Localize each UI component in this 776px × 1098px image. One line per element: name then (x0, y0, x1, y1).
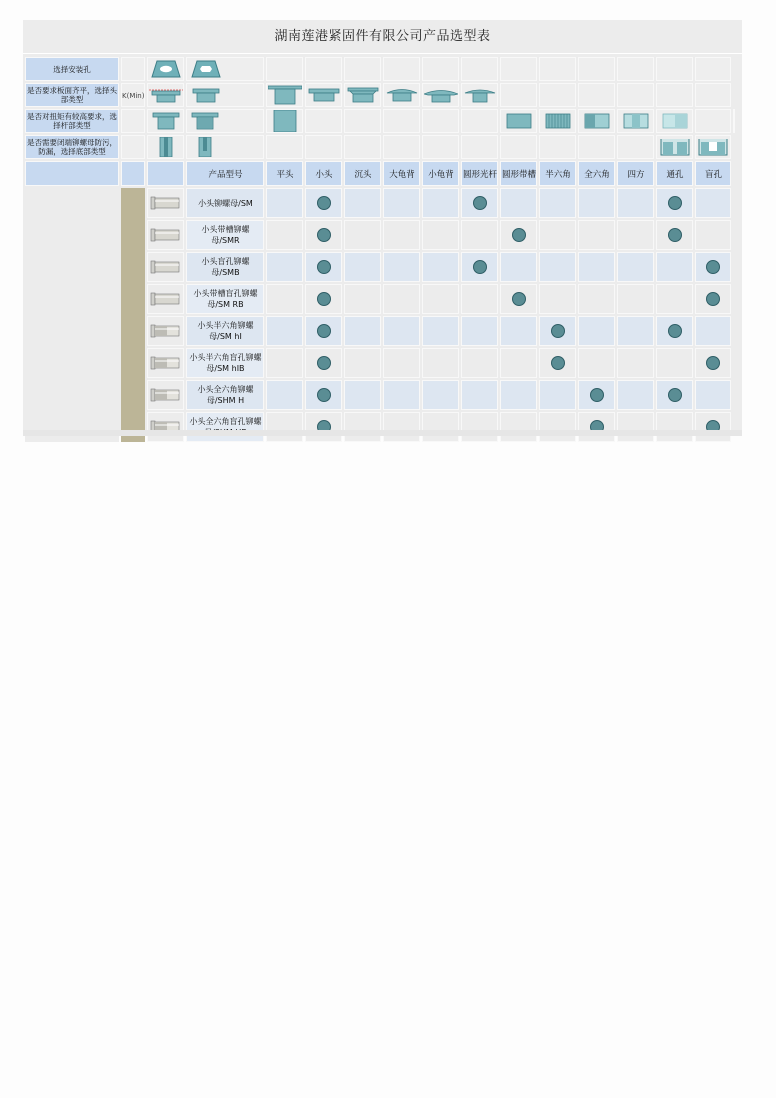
mark-cell (695, 252, 731, 282)
mark-cell (695, 316, 731, 346)
mark-cell (266, 412, 303, 442)
mark-cell (266, 348, 303, 378)
mark-cell (305, 348, 342, 378)
selected-dot-icon (668, 228, 682, 242)
flush-head-icon (147, 83, 184, 107)
product-rows (25, 188, 735, 442)
footer-strip (23, 430, 742, 436)
product-image (147, 412, 184, 442)
countersunk-head-icon (344, 83, 381, 107)
mark-cell (500, 284, 537, 314)
selected-dot-icon (317, 388, 331, 402)
mark-cell (422, 348, 459, 378)
hole-icon-b (186, 57, 264, 81)
product-name: 小头半六角铆螺母/SM hI (186, 316, 264, 346)
mark-cell (500, 252, 537, 282)
mark-cell (500, 188, 537, 218)
selected-dot-icon (590, 388, 604, 402)
mark-cell (266, 252, 303, 282)
mark-cell (383, 348, 420, 378)
selected-dot-icon (668, 196, 682, 210)
mark-cell (305, 188, 342, 218)
small-dome-icon (461, 83, 498, 107)
mark-cell (461, 284, 498, 314)
mark-cell (500, 316, 537, 346)
mark-cell (305, 284, 342, 314)
mark-cell (695, 380, 731, 410)
selected-dot-icon (551, 324, 565, 338)
open-end-icon (147, 135, 184, 159)
mark-cell (305, 220, 342, 250)
mark-cell (383, 220, 420, 250)
mark-cell (422, 316, 459, 346)
mark-cell (266, 188, 303, 218)
selected-dot-icon (317, 196, 331, 210)
mark-cell (578, 380, 615, 410)
mark-cell (344, 412, 381, 442)
row-label-bottom-type: 是否需要闭端铆螺母防污，防漏，选择底部类型 (25, 135, 119, 159)
mark-cell (344, 252, 381, 282)
mark-cell (461, 252, 498, 282)
product-name: 小头全六角铆螺母/SHM H (186, 380, 264, 410)
mark-cell (656, 380, 693, 410)
mark-cell (422, 412, 459, 442)
mark-cell (539, 412, 576, 442)
mark-cell (617, 380, 654, 410)
large-dome-icon (422, 83, 459, 107)
round-plain-shank-icon (500, 109, 537, 133)
selected-dot-icon (317, 292, 331, 306)
mark-cell (344, 188, 381, 218)
mark-cell (539, 284, 576, 314)
mark-cell (578, 252, 615, 282)
mark-cell (539, 316, 576, 346)
mark-cell (617, 220, 654, 250)
mark-cell (422, 220, 459, 250)
product-image (147, 188, 184, 218)
mark-cell (266, 316, 303, 346)
mark-cell (422, 380, 459, 410)
small-head-col-icon (305, 83, 342, 107)
closed-end-icon (186, 135, 264, 159)
mark-cell (578, 316, 615, 346)
product-name: 小头带槽铆螺母/SMR (186, 220, 264, 250)
product-name: 小头铆螺母/SM (186, 188, 264, 218)
mark-cell (539, 348, 576, 378)
col-header: 圆形光杆 (461, 161, 498, 186)
mark-cell (656, 284, 693, 314)
product-image (147, 252, 184, 282)
col-header: 盲孔 (695, 161, 731, 186)
mark-cell (266, 284, 303, 314)
selected-dot-icon (706, 292, 720, 306)
mark-cell (656, 220, 693, 250)
mark-cell (578, 348, 615, 378)
row-label-install-hole: 选择安装孔 (25, 57, 119, 81)
mark-cell (344, 316, 381, 346)
mark-cell (461, 380, 498, 410)
kmin-note: K(Min) (121, 83, 145, 107)
mark-cell (617, 252, 654, 282)
table-row (25, 188, 735, 218)
mark-cell (461, 348, 498, 378)
row-label-shank-type: 是否对扭矩有较高要求，选择杆部类型 (25, 109, 119, 133)
selected-dot-icon (473, 260, 487, 274)
large-dome-head-icon (383, 83, 420, 107)
selected-dot-icon (317, 260, 331, 274)
mark-cell (344, 348, 381, 378)
col-header: 大龟背 (383, 161, 420, 186)
flat-head-icon (266, 83, 303, 107)
mark-cell (383, 188, 420, 218)
col-header: 小龟背 (422, 161, 459, 186)
mark-cell (383, 284, 420, 314)
selected-dot-icon (551, 356, 565, 370)
mark-cell (305, 412, 342, 442)
mark-cell (656, 412, 693, 442)
mark-cell (539, 380, 576, 410)
col-header: 半六角 (539, 161, 576, 186)
selection-table (23, 55, 737, 444)
mark-cell (344, 220, 381, 250)
mark-cell (695, 412, 731, 442)
mark-cell (617, 412, 654, 442)
selected-dot-icon (706, 356, 720, 370)
mark-cell (539, 252, 576, 282)
mark-cell (500, 380, 537, 410)
mark-cell (500, 412, 537, 442)
col-header: 小头 (305, 161, 342, 186)
mark-cell (422, 252, 459, 282)
product-image (147, 316, 184, 346)
mark-cell (461, 188, 498, 218)
mark-cell (617, 188, 654, 218)
product-name: 小头全六角盲孔铆螺 (186, 412, 264, 442)
mark-cell (500, 348, 537, 378)
product-image (147, 348, 184, 378)
mark-cell (617, 284, 654, 314)
round-knurled-shank-icon (539, 109, 576, 133)
mark-cell (617, 316, 654, 346)
mark-cell (656, 252, 693, 282)
tall-body-icon (266, 109, 303, 133)
mark-cell (656, 348, 693, 378)
selected-dot-icon (317, 228, 331, 242)
selected-dot-icon (473, 196, 487, 210)
selected-dot-icon (668, 388, 682, 402)
mark-cell (305, 316, 342, 346)
mark-cell (305, 252, 342, 282)
mark-cell (344, 284, 381, 314)
half-hex-shank-icon (578, 109, 615, 133)
left-blank-cell (25, 188, 119, 442)
mark-cell (695, 284, 731, 314)
mark-cell (500, 220, 537, 250)
selected-dot-icon (317, 324, 331, 338)
selected-dot-icon (512, 292, 526, 306)
selected-dot-icon (317, 356, 331, 370)
mark-cell (383, 252, 420, 282)
shank-knurl-icon (186, 109, 264, 133)
square-shank-icon (656, 109, 693, 133)
mark-cell (578, 220, 615, 250)
selected-dot-icon (512, 228, 526, 242)
mark-cell (422, 284, 459, 314)
mark-cell (422, 188, 459, 218)
col-header: 全六角 (578, 161, 615, 186)
selected-dot-icon (706, 260, 720, 274)
mark-cell (695, 348, 731, 378)
mark-cell (656, 316, 693, 346)
mark-cell (383, 380, 420, 410)
mark-cell (461, 316, 498, 346)
product-image (147, 380, 184, 410)
col-header-product-model: 产品型号 (186, 161, 264, 186)
mark-cell (383, 316, 420, 346)
blind-hole-icon (695, 135, 731, 159)
shank-round-icon (147, 109, 184, 133)
mark-cell (617, 348, 654, 378)
product-name: 小头半六角盲孔铆螺母/SM hIB (186, 348, 264, 378)
product-image (147, 220, 184, 250)
mark-cell (578, 284, 615, 314)
mark-cell (695, 188, 731, 218)
mark-cell (461, 412, 498, 442)
selected-dot-icon (668, 324, 682, 338)
mark-cell (656, 188, 693, 218)
mark-cell (305, 380, 342, 410)
product-image (147, 284, 184, 314)
mark-cell (539, 188, 576, 218)
side-stripe (121, 188, 145, 442)
col-header: 圆形带槽 (500, 161, 537, 186)
mark-cell (344, 380, 381, 410)
selection-sheet (23, 20, 742, 436)
row-label-head-type: 是否要求板面齐平，选择头部类型 (25, 83, 119, 107)
small-head-icon (186, 83, 264, 107)
col-header: 沉头 (344, 161, 381, 186)
mark-cell (695, 220, 731, 250)
page-title: 湖南莲港紧固件有限公司产品选型表 (23, 20, 742, 54)
mark-cell (383, 412, 420, 442)
mark-cell (578, 412, 615, 442)
product-name: 小头带槽盲孔铆螺母/SM RB (186, 284, 264, 314)
col-header: 四方 (617, 161, 654, 186)
col-header: 平头 (266, 161, 303, 186)
full-hex-shank-icon (617, 109, 654, 133)
mark-cell (578, 188, 615, 218)
col-header: 通孔 (656, 161, 693, 186)
mark-cell (266, 380, 303, 410)
mark-cell (266, 220, 303, 250)
mark-cell (539, 220, 576, 250)
through-hole-icon (656, 135, 693, 159)
hole-icon-a (147, 57, 184, 81)
mark-cell (461, 220, 498, 250)
product-name: 小头盲孔铆螺母/SMB (186, 252, 264, 282)
